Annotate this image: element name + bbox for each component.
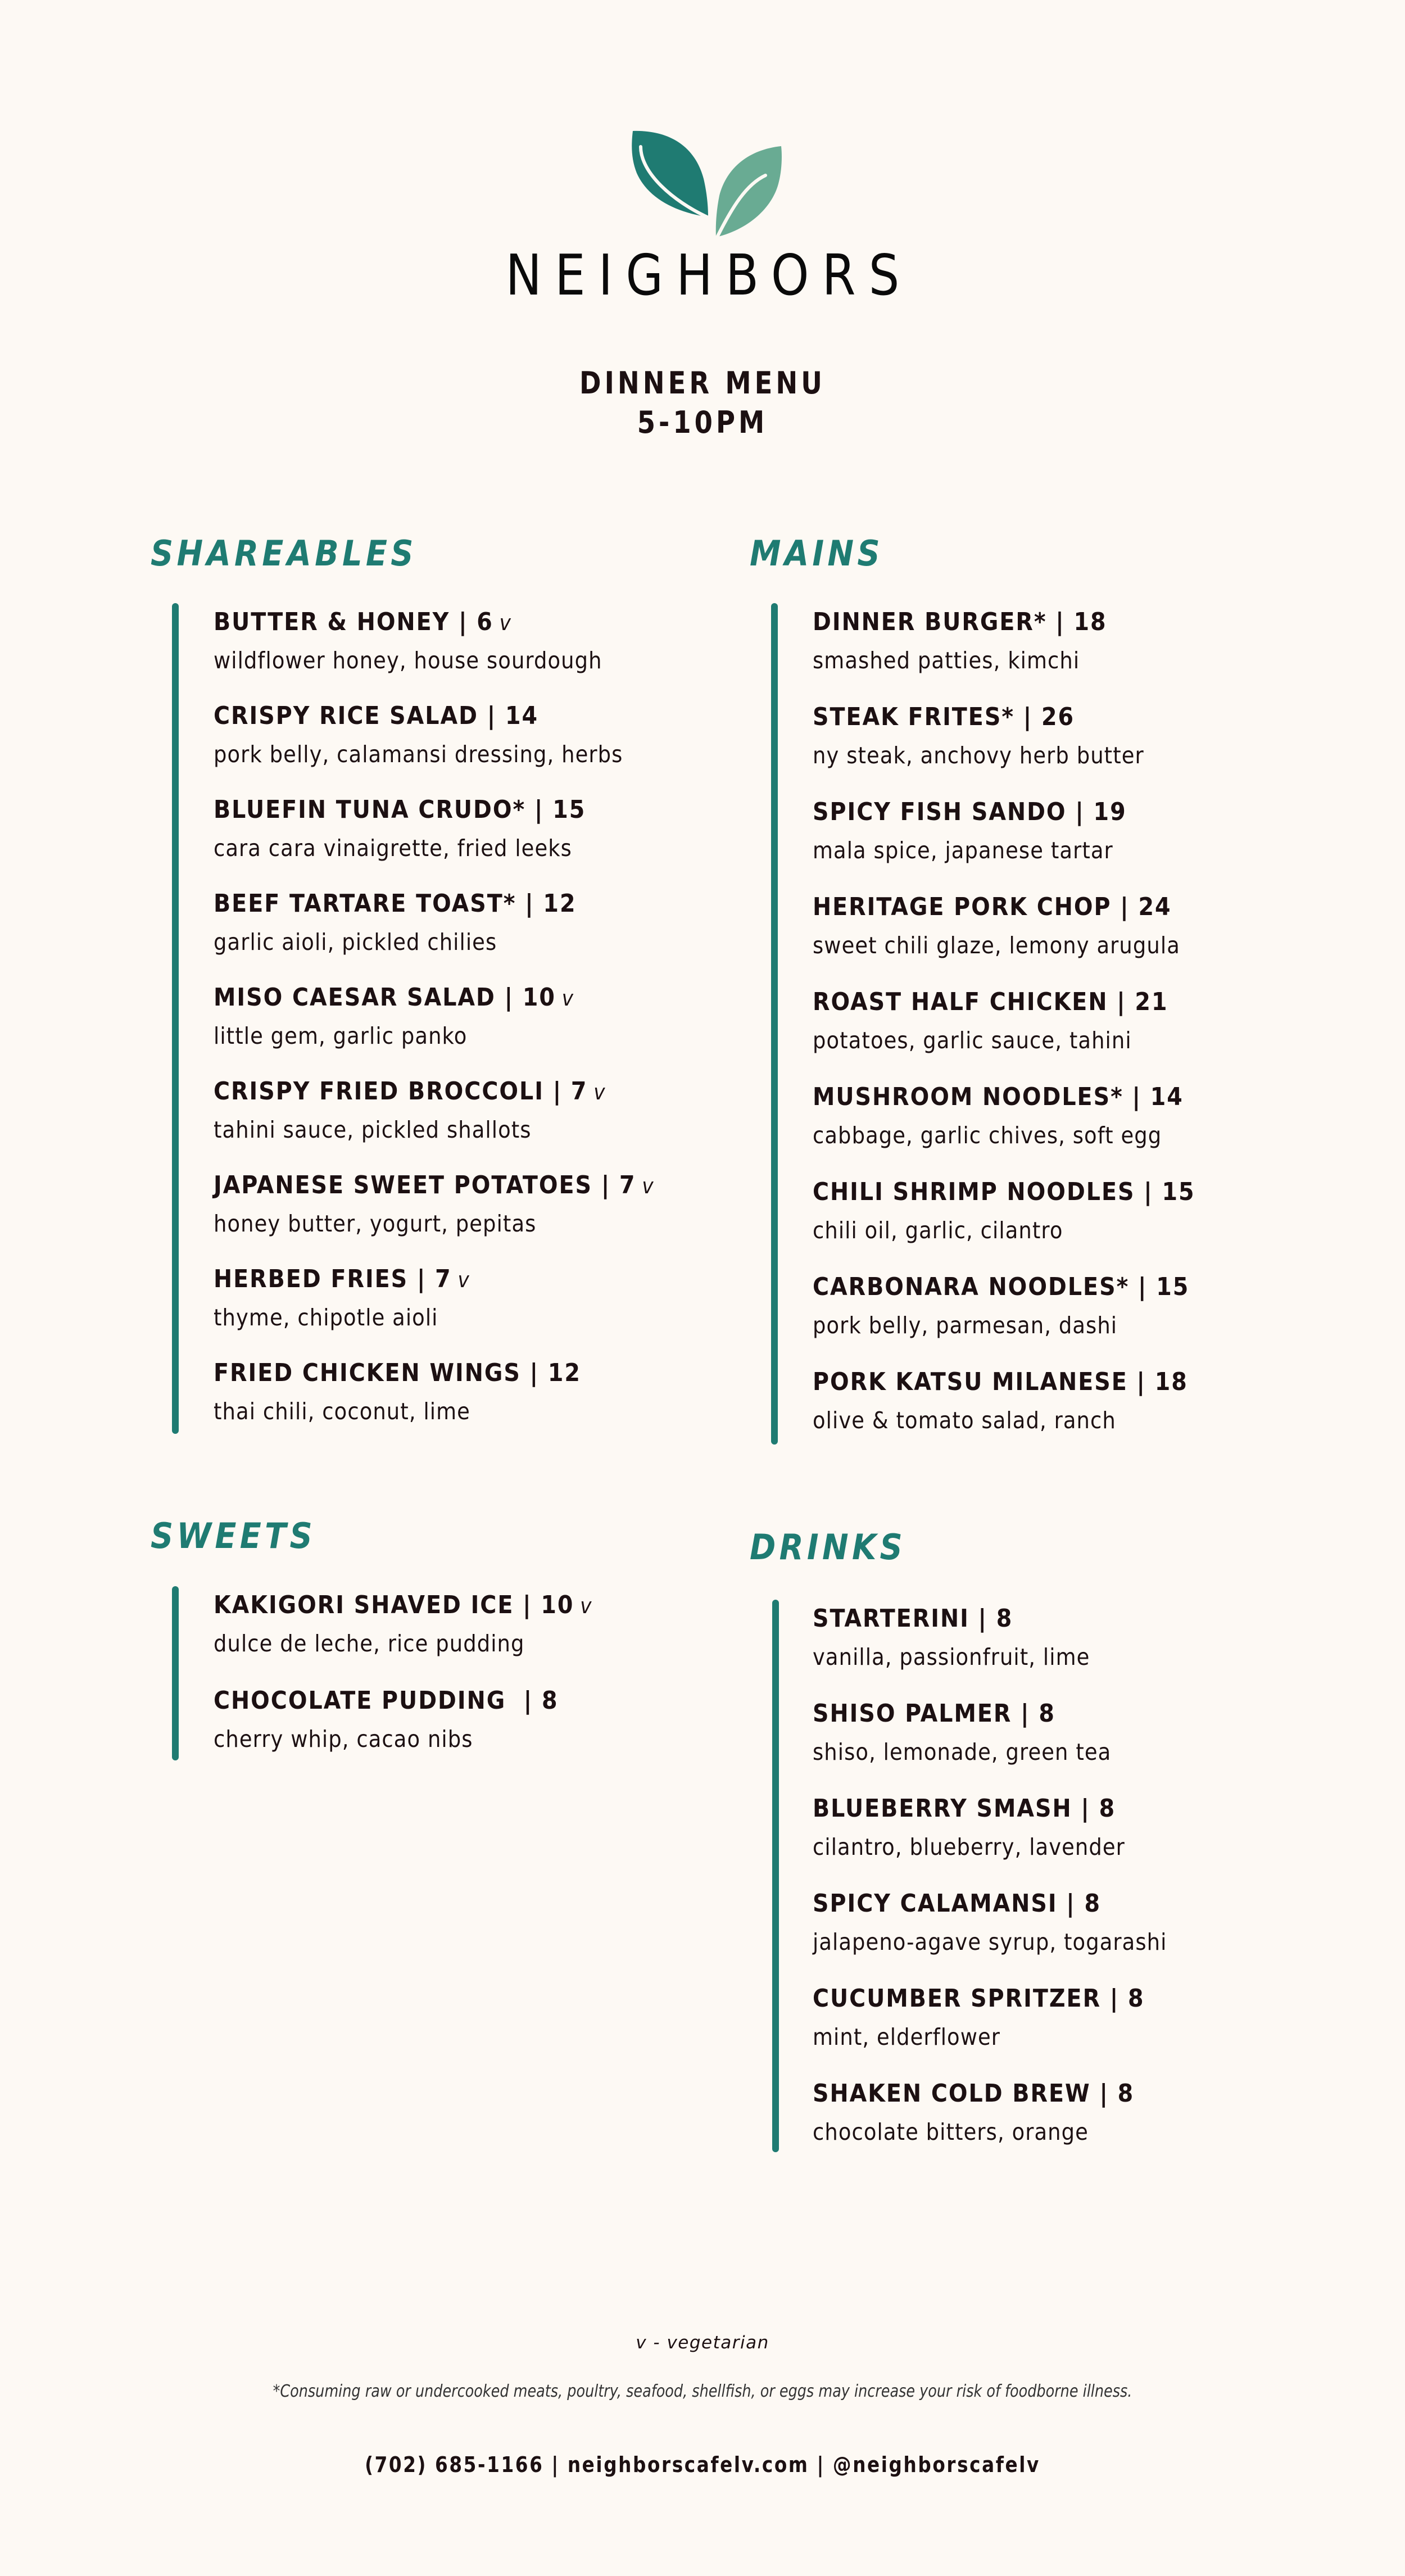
shareables-list [214, 607, 703, 1452]
two-leaves-icon [628, 128, 787, 241]
food-safety-disclaimer: *Consuming raw or undercooked meats, poultry, seafood, shellfish, or eggs may increase your risk of foodborne illness. [273, 2382, 1132, 2401]
brand-name: NEIGHBORS [505, 242, 913, 308]
menu-item: CARBONARA NOODLES* | 15 pork belly, parmesan, dashi [813, 1273, 1190, 1339]
menu-item: STARTERINI | 8 vanilla, passionfruit, lime [813, 1604, 1090, 1670]
section-divider-bar [771, 603, 778, 1445]
vegetarian-legend: v - vegetarian [636, 2333, 769, 2353]
drinks-list [813, 1604, 1207, 2174]
menu-item: JAPANESE SWEET POTATOES | 7 v honey butter, yogurt, pepitas [214, 1171, 654, 1237]
menu-item: BLUEFIN TUNA CRUDO* | 15 cara cara vinaigrette, fried leeks [214, 795, 586, 862]
menu-item: BUTTER & HONEY | 6 v wildflower honey, house sourdough [214, 608, 602, 674]
mains-list [813, 607, 1244, 1462]
menu-item: SPICY CALAMANSI | 8 jalapeno-agave syrup, togarashi [813, 1889, 1167, 1955]
menu-item: CHOCOLATE PUDDING | 8 cherry whip, cacao nibs [214, 1686, 559, 1753]
menu-item: FRIED CHICKEN WINGS | 12 thai chili, coconut, lime [214, 1359, 581, 1425]
section-divider-bar [772, 1600, 779, 2152]
section-title-drinks: DRINKS [750, 1527, 906, 1568]
menu-item: SPICY FISH SANDO | 19 mala spice, japanese tartar [813, 798, 1127, 864]
menu-item: STEAK FRITES* | 26 ny steak, anchovy herb butter [813, 703, 1144, 769]
menu-item: MISO CAESAR SALAD | 10 v little gem, garlic panko [214, 983, 573, 1049]
section-title-mains: MAINS [750, 533, 883, 574]
vegetarian-mark: v [642, 1174, 654, 1198]
menu-item: KAKIGORI SHAVED ICE | 10 v dulce de leche, rice pudding [214, 1591, 592, 1657]
menu-item: HERITAGE PORK CHOP | 24 sweet chili glaze, lemony arugula [813, 893, 1180, 959]
menu-title: DINNER MENU [579, 365, 826, 401]
menu-item: MUSHROOM NOODLES* | 14 cabbage, garlic chives, soft egg [813, 1083, 1184, 1149]
sweets-list [214, 1590, 633, 1780]
menu-item: PORK KATSU MILANESE | 18 olive & tomato salad, ranch [813, 1368, 1188, 1434]
menu-item: CHILI SHRIMP NOODLES | 15 chili oil, garlic, cilantro [813, 1178, 1195, 1244]
section-title-sweets: SWEETS [151, 1515, 316, 1556]
menu-item: BLUEBERRY SMASH | 8 cilantro, blueberry, lavender [813, 1794, 1125, 1860]
section-title-shareables: SHAREABLES [151, 533, 417, 574]
menu-item: BEEF TARTARE TOAST* | 12 garlic aioli, pickled chilies [214, 889, 577, 956]
menu-item: CRISPY FRIED BROCCOLI | 7 v tahini sauce, pickled shallots [214, 1077, 605, 1143]
menu-item: CRISPY RICE SALAD | 14 pork belly, calamansi dressing, herbs [214, 701, 623, 768]
contact-info: (702) 685-1166 | neighborscafelv.com | @neighborscafelv [365, 2452, 1040, 2477]
menu-hours: 5-10PM [637, 405, 768, 440]
menu-item: DINNER BURGER* | 18 smashed patties, kimchi [813, 608, 1107, 674]
menu-item: ROAST HALF CHICKEN | 21 potatoes, garlic sauce, tahini [813, 988, 1168, 1054]
menu-item: SHAKEN COLD BREW | 8 chocolate bitters, orange [813, 2079, 1135, 2145]
vegetarian-mark: v [561, 986, 573, 1011]
menu-item: CUCUMBER SPRITZER | 8 mint, elderflower [813, 1984, 1145, 2050]
vegetarian-mark: v [457, 1267, 469, 1292]
vegetarian-mark: v [580, 1593, 592, 1618]
vegetarian-mark: v [593, 1080, 605, 1104]
vegetarian-mark: v [499, 610, 511, 635]
section-divider-bar [172, 1586, 179, 1760]
section-divider-bar [172, 603, 179, 1434]
menu-item: SHISO PALMER | 8 shiso, lemonade, green tea [813, 1699, 1112, 1765]
menu-item: HERBED FRIES | 7 v thyme, chipotle aioli [214, 1265, 469, 1331]
